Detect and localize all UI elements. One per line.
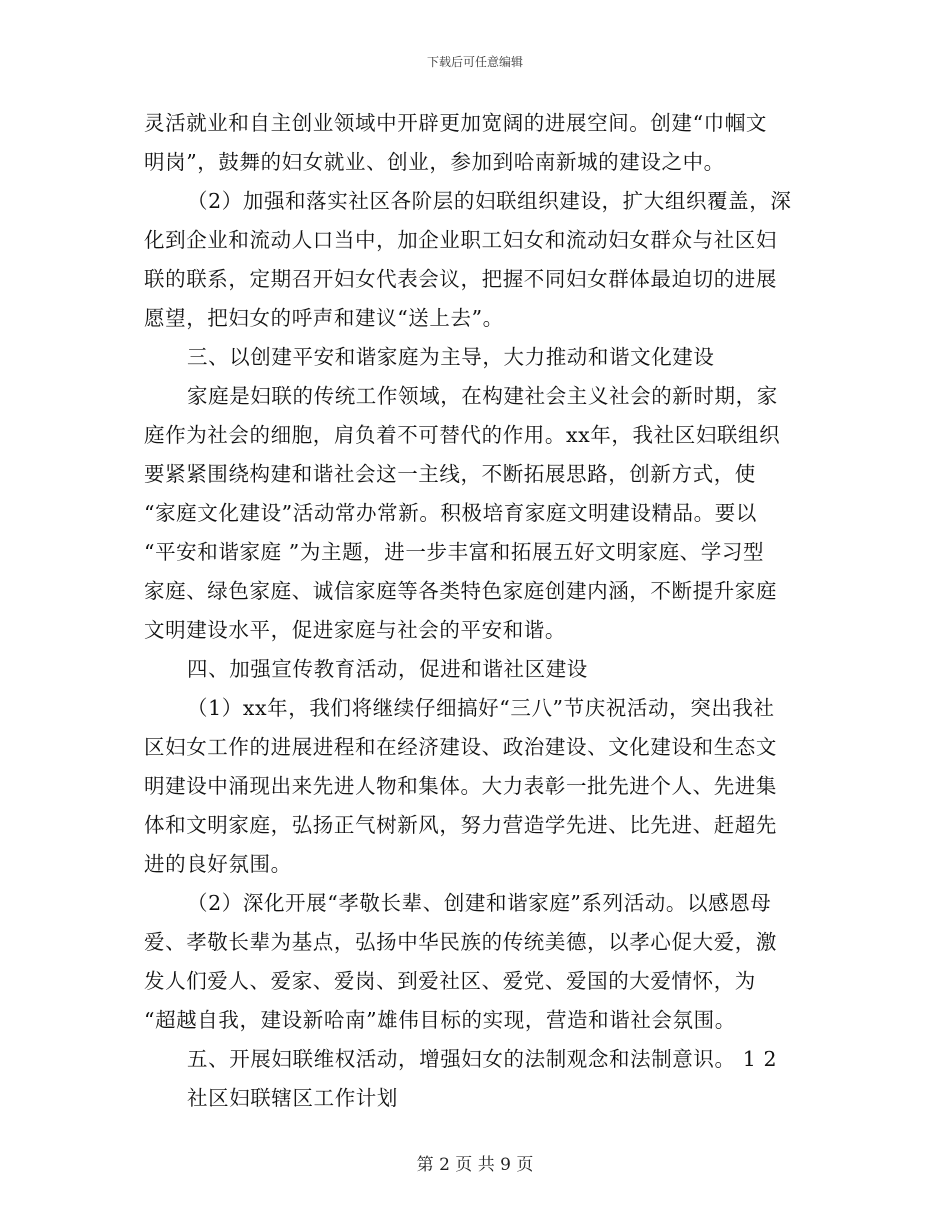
page-header: 下载后可任意编辑 (426, 55, 523, 69)
text-line: 联的联系，定期召开妇女代表会议，把握不同妇女群体最迫切的进展 (144, 267, 777, 291)
text-line: （2）深化开展“孝敬长辈、创建和谐家庭”系列活动。以感恩母 (187, 891, 772, 915)
text-line: 爱、孝敬长辈为基点，弘扬中华民族的传统美德，以孝心促大爱，激 (144, 930, 777, 954)
text-line: 文明建设水平，促进家庭与社会的平安和谐。 (144, 618, 566, 642)
text-line: 化到企业和流动人口当中，加企业职工妇女和流动妇女群众与社区妇 (144, 228, 777, 252)
text-line: 愿望，把妇女的呼声和建议“送上去”。 (144, 306, 504, 330)
text-line: 要紧紧围绕构建和谐社会这一主线，不断拓展思路，创新方式，使 (144, 462, 756, 486)
text-line: 灵活就业和自主创业领域中开辟更加宽阔的进展空间。创建“巾帼文 (144, 111, 767, 135)
text-line: 区妇女工作的进展进程和在经济建设、政治建设、文化建设和生态文 (144, 735, 777, 759)
text-line: （2）加强和落实社区各阶层的妇联组织建设，扩大组织覆盖，深 (187, 189, 792, 213)
text-line: 三、以创建平安和谐家庭为主导，大力推动和谐文化建设 (187, 345, 715, 369)
text-line: “超越自我，建设新哈南”雄伟目标的实现，营造和谐社会氛围。 (144, 1008, 736, 1032)
text-line: 发人们爱人、爱家、爱岗、到爱社区、爱党、爱国的大爱情怀，为 (144, 969, 756, 993)
text-line: 进的良好氛围。 (144, 852, 292, 876)
text-line: （1）xx年，我们将继续仔细搞好“三八”节庆祝活动，突出我社 (187, 696, 775, 720)
text-line: 体和文明家庭，弘扬正气树新风，努力营造学先进、比先进、赶超先 (144, 813, 777, 837)
text-line: 四、加强宣传教育活动，促进和谐社区建设 (187, 657, 588, 681)
text-line: 社区妇联辖区工作计划 (187, 1086, 398, 1110)
text-line: 庭作为社会的细胞，肩负着不可替代的作用。xx年，我社区妇联组织 (144, 423, 781, 447)
text-line: 家庭是妇联的传统工作领域，在构建社会主义社会的新时期，家 (187, 384, 778, 408)
text-line: 明岗”，鼓舞的妇女就业、创业，参加到哈南新城的建设之中。 (144, 150, 725, 174)
text-line: “家庭文化建设”活动常办常新。积极培育家庭文明建设精品。要以 (144, 501, 757, 525)
text-line: 明建设中涌现出来先进人物和集体。大力表彰一批先进个人、先进集 (144, 774, 777, 798)
text-line: 家庭、绿色家庭、诚信家庭等各类特色家庭创建内涵，不断提升家庭 (144, 579, 777, 603)
page-footer: 第 2 页 共 9 页 (416, 1155, 534, 1175)
text-line: 五、开展妇联维权活动，增强妇女的法制观念和法制意识。 1 2 (187, 1047, 778, 1071)
text-line: “平安和谐家庭 ”为主题，进一步丰富和拓展五好文明家庭、学习型 (144, 540, 765, 564)
document-body (144, 104, 810, 1118)
